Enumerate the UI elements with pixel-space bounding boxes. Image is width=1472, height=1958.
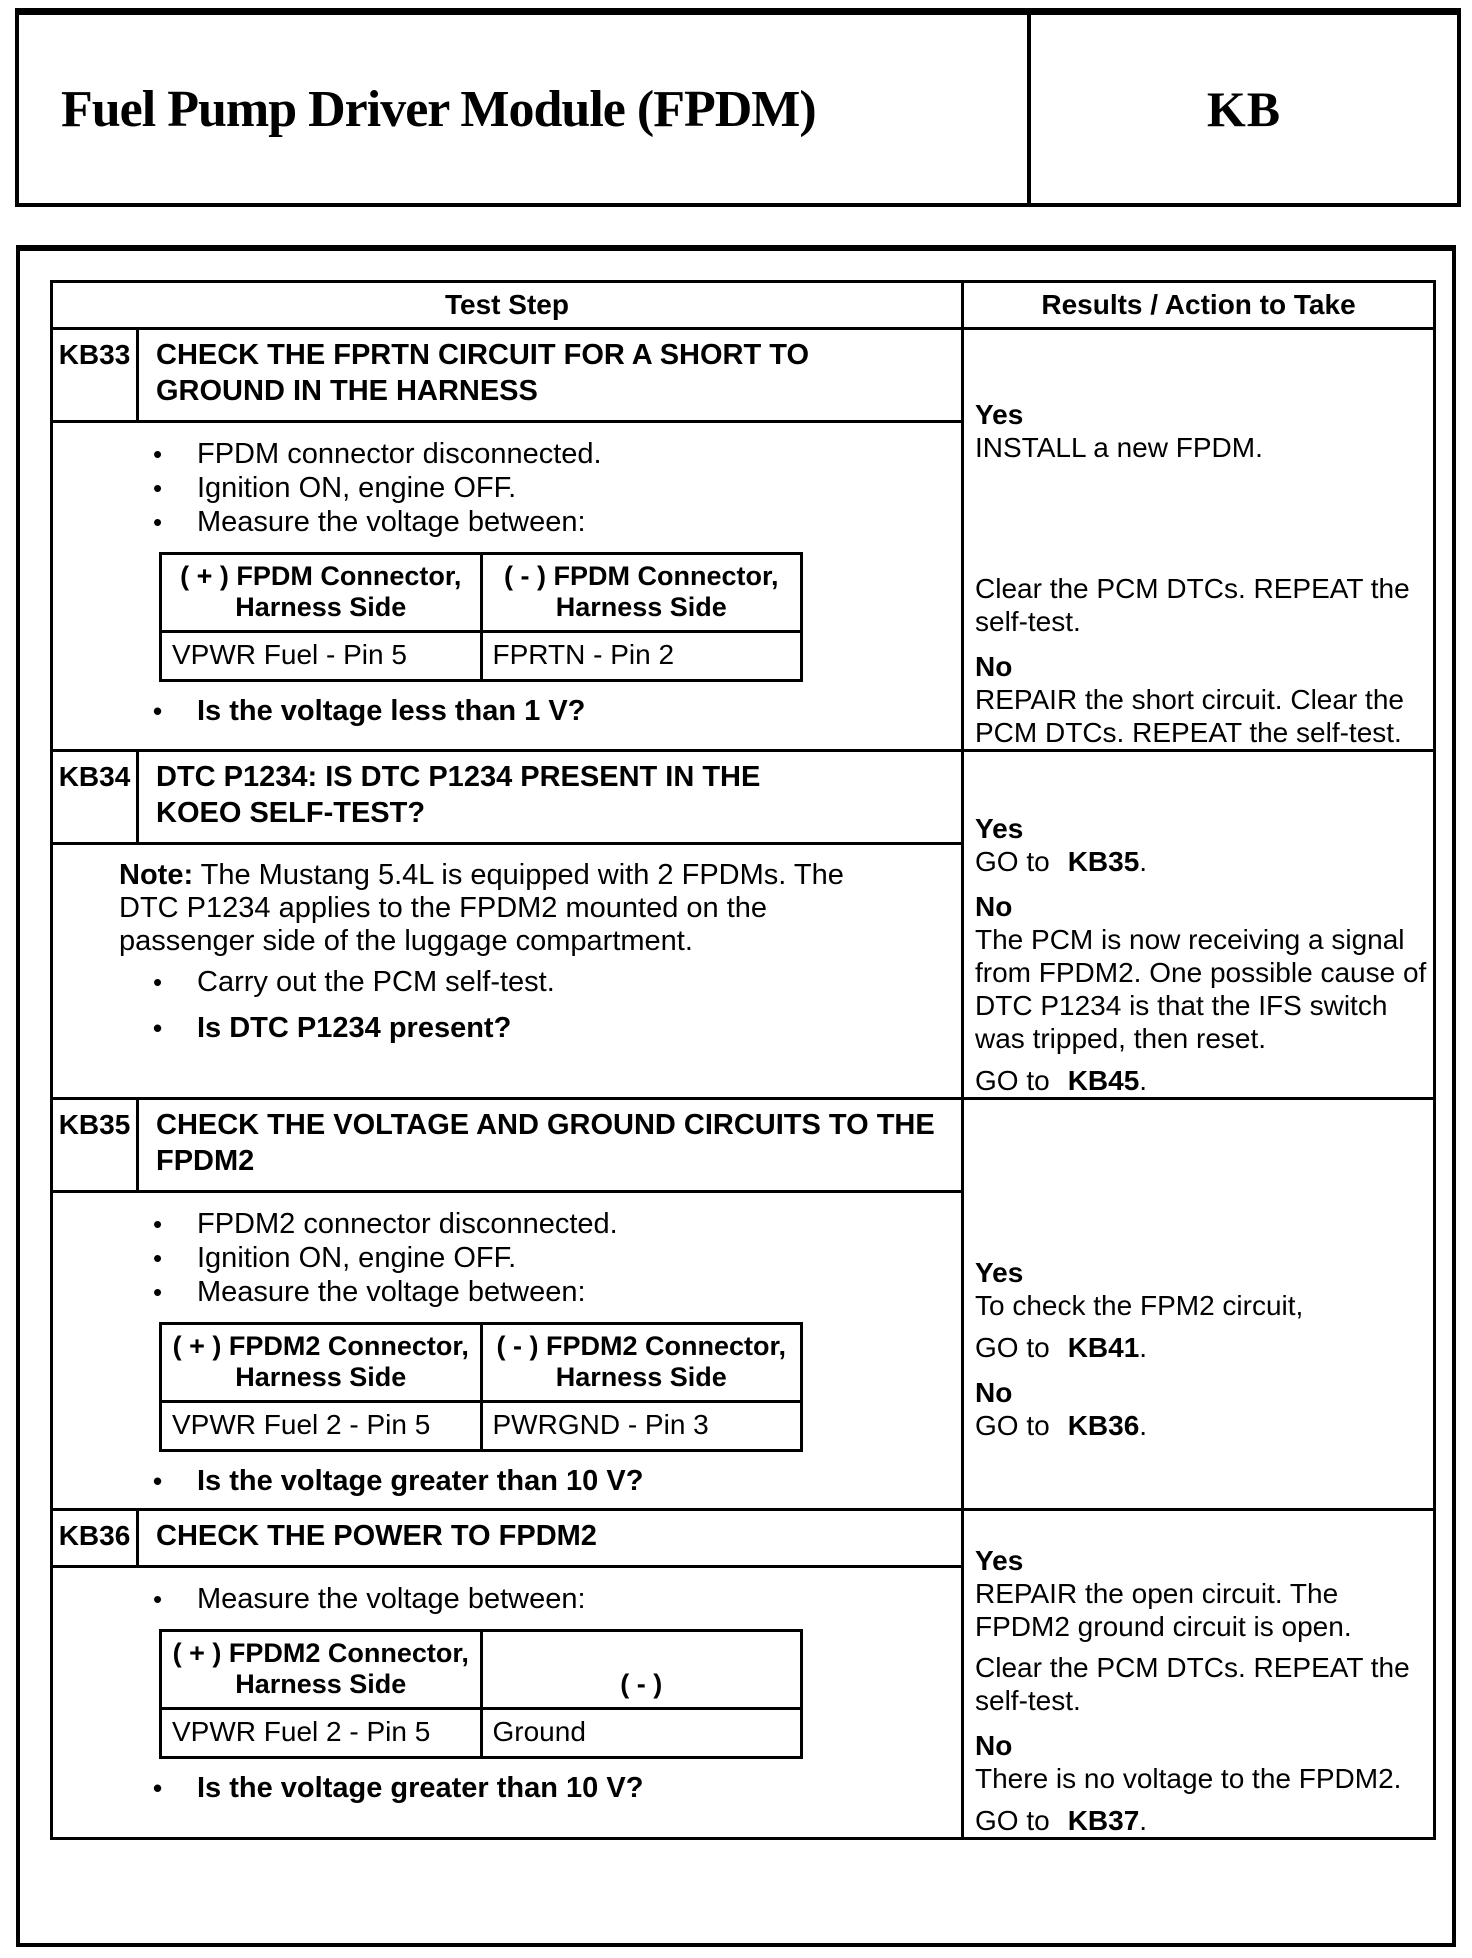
yes-action: INSTALL a new FPDM. bbox=[975, 432, 1263, 463]
meter-plus-header: ( + ) FPDM Connector, Harness Side bbox=[180, 561, 462, 622]
bullet-icon: • bbox=[153, 1466, 163, 1496]
yes-label: Yes bbox=[975, 399, 1024, 430]
note-paragraph bbox=[119, 859, 889, 958]
bullet-icon: • bbox=[153, 1584, 163, 1614]
step-id: KB33 bbox=[53, 330, 139, 420]
step-body bbox=[53, 423, 961, 749]
no-text: The PCM is now receiving a signal from FPDM2. One possible cause of DTC P1234 is that the IFS switch was tripped, then reset. bbox=[975, 924, 1427, 1054]
step-question: • Is DTC P1234 present? bbox=[153, 1012, 512, 1044]
yes-action: REPAIR the open circuit. The FPDM2 ground circuit is open. bbox=[975, 1578, 1352, 1642]
results-cell bbox=[961, 330, 1433, 749]
bullet-item: • Ignition ON, engine OFF. bbox=[153, 1242, 517, 1274]
bullet-icon: • bbox=[153, 1773, 163, 1803]
meter-connection-table bbox=[159, 1629, 803, 1759]
step-title-row bbox=[53, 1511, 961, 1568]
meter-header-row bbox=[162, 555, 800, 633]
content-box bbox=[16, 245, 1456, 1947]
goto-line: GO to KB36. bbox=[975, 1410, 1148, 1441]
test-section-kb36 bbox=[53, 1511, 1433, 1837]
bullet-item: • Measure the voltage between: bbox=[153, 506, 586, 538]
bullet-icon: • bbox=[153, 967, 163, 997]
step-body bbox=[53, 1193, 961, 1508]
step-id: KB35 bbox=[53, 1100, 139, 1190]
column-header-results: Results / Action to Take bbox=[961, 283, 1433, 327]
yes-text: To check the FPM2 circuit, bbox=[975, 1290, 1304, 1321]
no-text: There is no voltage to the FPDM2. bbox=[975, 1763, 1402, 1794]
bullet-item: • Ignition ON, engine OFF. bbox=[153, 472, 517, 504]
yes-label: Yes bbox=[975, 813, 1024, 844]
column-header-test-step: Test Step bbox=[445, 289, 569, 320]
bullet-item: • Measure the voltage between: bbox=[153, 1583, 586, 1615]
results-cell bbox=[961, 1511, 1433, 1837]
results-cell bbox=[961, 1100, 1433, 1508]
test-section-kb35 bbox=[53, 1100, 1433, 1511]
bullet-item: • FPDM connector disconnected. bbox=[153, 438, 602, 470]
step-title: CHECK THE FPRTN CIRCUIT FOR A SHORT TO GROUND IN THE HARNESS bbox=[156, 339, 810, 407]
bullet-icon: • bbox=[153, 473, 163, 503]
pinpoint-test-table bbox=[50, 280, 1436, 1840]
step-id: KB36 bbox=[53, 1511, 139, 1565]
bullet-item: • Measure the voltage between: bbox=[153, 1276, 586, 1308]
step-question: • Is the voltage greater than 10 V? bbox=[153, 1465, 644, 1497]
step-id: KB34 bbox=[53, 752, 139, 842]
spacer bbox=[975, 464, 1427, 572]
meter-plus-value: VPWR Fuel 2 - Pin 5 bbox=[172, 1716, 431, 1747]
bullet-item: • FPDM2 connector disconnected. bbox=[153, 1208, 618, 1240]
goto-line: GO to KB35. bbox=[975, 846, 1148, 877]
meter-minus-header: ( - ) FPDM Connector, Harness Side bbox=[480, 555, 801, 630]
bullet-icon: • bbox=[153, 507, 163, 537]
step-title: CHECK THE VOLTAGE AND GROUND CIRCUITS TO THE FPDM2 bbox=[156, 1109, 935, 1177]
goto-target: KB35 bbox=[1067, 846, 1140, 877]
meter-value-row bbox=[162, 633, 800, 679]
no-label: No bbox=[975, 1377, 1013, 1408]
meter-plus-value: VPWR Fuel - Pin 5 bbox=[172, 639, 407, 670]
meter-plus-header: ( + ) FPDM2 Connector, Harness Side bbox=[172, 1331, 469, 1392]
meter-minus-value: FPRTN - Pin 2 bbox=[480, 633, 801, 679]
bullet-item: • Carry out the PCM self-test. bbox=[153, 966, 555, 998]
step-question: • Is the voltage less than 1 V? bbox=[153, 695, 586, 727]
section-code-cell bbox=[1027, 15, 1457, 203]
step-title: DTC P1234: IS DTC P1234 PRESENT IN THE KOEO SELF-TEST? bbox=[156, 761, 761, 829]
step-body bbox=[53, 845, 961, 1097]
meter-minus-header: ( - ) bbox=[480, 1632, 801, 1707]
test-step-column bbox=[53, 1100, 961, 1508]
bullet-icon: • bbox=[153, 439, 163, 469]
test-step-column bbox=[53, 330, 961, 749]
step-title-row bbox=[53, 752, 961, 845]
section-code: KB bbox=[1206, 81, 1282, 137]
results-cell bbox=[961, 752, 1433, 1097]
meter-value-row bbox=[162, 1710, 800, 1756]
meter-value-row bbox=[162, 1403, 800, 1449]
test-step-column bbox=[53, 1511, 961, 1837]
goto-target: KB45 bbox=[1067, 1065, 1140, 1096]
meter-minus-value: PWRGND - Pin 3 bbox=[480, 1403, 801, 1449]
bullet-icon: • bbox=[153, 1277, 163, 1307]
step-title: CHECK THE POWER TO FPDM2 bbox=[156, 1520, 597, 1552]
meter-connection-table bbox=[159, 1322, 803, 1452]
followup-action: Clear the PCM DTCs. REPEAT the self-test. bbox=[975, 573, 1410, 637]
meter-minus-value: Ground bbox=[480, 1710, 801, 1756]
yes-label: Yes bbox=[975, 1545, 1024, 1576]
step-title-row bbox=[53, 1100, 961, 1193]
goto-line: GO to KB37. bbox=[975, 1805, 1148, 1836]
test-step-column bbox=[53, 752, 961, 1097]
bullet-icon: • bbox=[153, 696, 163, 726]
goto-target: KB36 bbox=[1067, 1410, 1140, 1441]
meter-plus-value: VPWR Fuel 2 - Pin 5 bbox=[172, 1409, 431, 1440]
meter-connection-table bbox=[159, 552, 803, 682]
no-action: REPAIR the short circuit. Clear the PCM DTCs. REPEAT the self-test. bbox=[975, 684, 1404, 748]
page-title: Fuel Pump Driver Module (FPDM) bbox=[61, 80, 816, 138]
no-label: No bbox=[975, 651, 1013, 682]
followup-action: Clear the PCM DTCs. REPEAT the self-test. bbox=[975, 1652, 1410, 1716]
yes-label: Yes bbox=[975, 1257, 1024, 1288]
goto-line: GO to KB45. bbox=[975, 1065, 1148, 1096]
note-label: Note: bbox=[119, 859, 194, 891]
goto-target: KB37 bbox=[1067, 1805, 1140, 1836]
note-text: The Mustang 5.4L is equipped with 2 FPDMs. The DTC P1234 applies to the FPDM2 mounted on the passenger side of the luggage compartment. bbox=[119, 859, 844, 957]
meter-plus-header: ( + ) FPDM2 Connector, Harness Side bbox=[172, 1638, 469, 1699]
no-label: No bbox=[975, 891, 1013, 922]
bullet-icon: • bbox=[153, 1209, 163, 1239]
test-section-kb33 bbox=[53, 330, 1433, 752]
bullet-icon: • bbox=[153, 1243, 163, 1273]
bullet-icon: • bbox=[153, 1013, 163, 1043]
test-section-kb34 bbox=[53, 752, 1433, 1100]
step-question: • Is the voltage greater than 10 V? bbox=[153, 1772, 644, 1804]
table-header-row bbox=[53, 283, 1433, 330]
goto-target: KB41 bbox=[1067, 1332, 1140, 1363]
meter-header-row bbox=[162, 1632, 800, 1710]
meter-header-row bbox=[162, 1325, 800, 1403]
no-label: No bbox=[975, 1730, 1013, 1761]
page-title-cell bbox=[19, 15, 1027, 203]
goto-line: GO to KB41. bbox=[975, 1332, 1148, 1363]
meter-minus-header: ( - ) FPDM2 Connector, Harness Side bbox=[480, 1325, 801, 1400]
page-header bbox=[15, 8, 1461, 207]
step-body bbox=[53, 1568, 961, 1837]
step-title-row bbox=[53, 330, 961, 423]
